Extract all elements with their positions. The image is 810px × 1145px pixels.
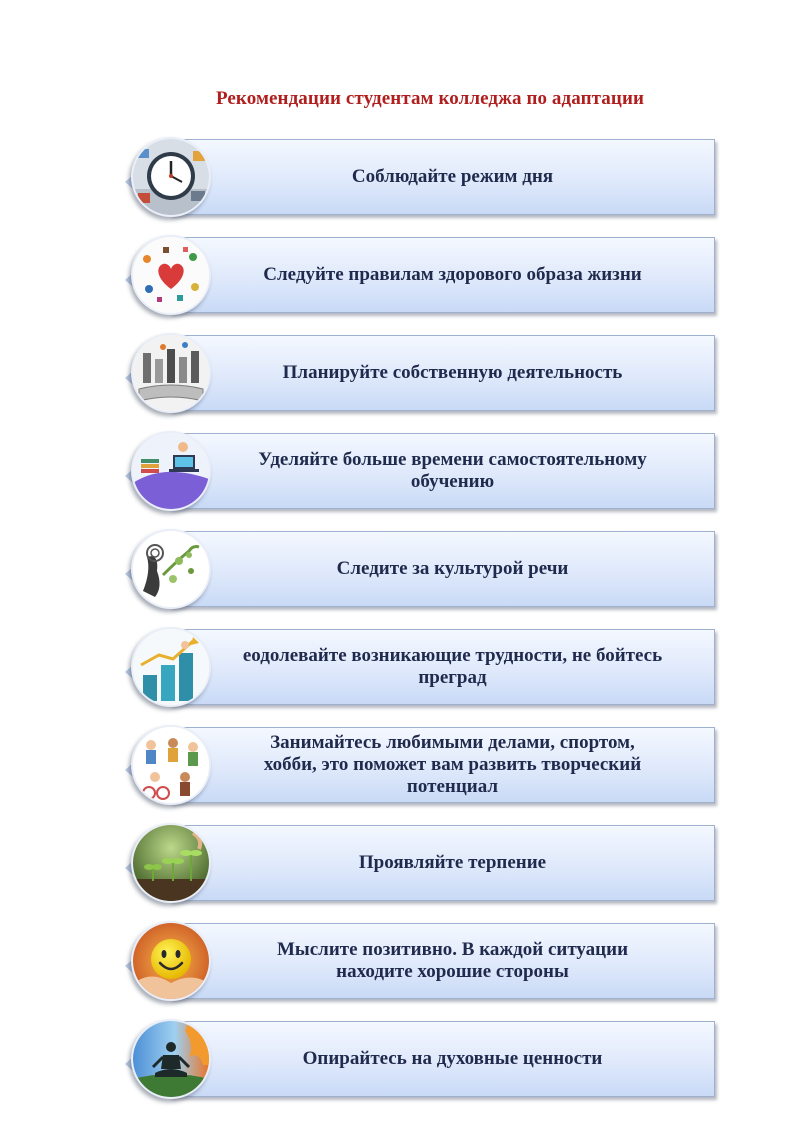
- recommendation-text: Проявляйте терпение: [358, 852, 547, 873]
- recommendation-text: Занимайтесь любимыми делами, спортом, хобби, это поможет вам развить творческий потенциал: [263, 732, 642, 797]
- meditation-icon: [131, 1019, 211, 1099]
- recommendation-item: [115, 137, 715, 217]
- overcome-obstacles-icon: [131, 627, 211, 707]
- recommendation-bar: [170, 629, 715, 705]
- recommendation-text: Мыслите позитивно. В каждой ситуации находите хорошие стороны: [276, 939, 629, 982]
- recommendation-text: Следите за культурой речи: [336, 558, 569, 579]
- recommendation-bar: [170, 531, 715, 607]
- recommendation-item: [115, 1019, 715, 1099]
- recommendation-text: Опирайтесь на духовные ценности: [302, 1048, 603, 1069]
- recommendation-item: [115, 725, 715, 805]
- recommendation-text: Планируйте собственную деятельность: [282, 362, 623, 383]
- clock-icon: [131, 137, 211, 217]
- page-title: Рекомендации студентам колледжа по адаптации: [215, 88, 645, 109]
- self-study-laptop-icon: [131, 431, 211, 511]
- recommendation-text: еодолевайте возникающие трудности, не бойтесь преград: [242, 645, 663, 688]
- recommendation-item: [115, 921, 715, 1001]
- recommendation-bar: [170, 1021, 715, 1097]
- recommendation-bar: [170, 433, 715, 509]
- speech-culture-icon: [131, 529, 211, 609]
- recommendation-bar: [170, 727, 715, 803]
- sprout-growth-icon: [131, 823, 211, 903]
- smiley-face-icon: [131, 921, 211, 1001]
- recommendation-item: [115, 627, 715, 707]
- planning-book-icon: [131, 333, 211, 413]
- recommendation-item: [115, 235, 715, 315]
- recommendation-text: Соблюдайте режим дня: [351, 166, 554, 187]
- recommendation-bar: [170, 237, 715, 313]
- recommendation-item: [115, 823, 715, 903]
- recommendation-bar: [170, 825, 715, 901]
- recommendation-bar: [170, 335, 715, 411]
- recommendation-text: Следуйте правилам здорового образа жизни: [263, 264, 642, 285]
- recommendation-bar: [170, 923, 715, 999]
- hobbies-people-icon: [131, 725, 211, 805]
- recommendation-item: [115, 529, 715, 609]
- healthy-lifestyle-icon: [131, 235, 211, 315]
- recommendation-bar: [170, 139, 715, 215]
- recommendation-item: [115, 333, 715, 413]
- recommendation-text: Уделяйте больше времени самостоятельному обучению: [258, 449, 647, 492]
- recommendation-item: [115, 431, 715, 511]
